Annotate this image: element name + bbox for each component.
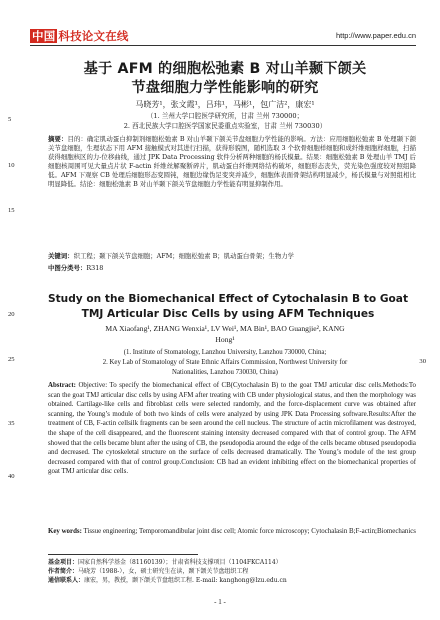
chinese-clc: 中图分类号：R318 [48, 264, 104, 272]
chinese-affiliation: （1. 兰州大学口腔医学研究所，甘肃 兰州 730000； 2. 西北民族大学口腔医学国家民委重点实验室，甘肃 兰州 730030） [123, 112, 327, 130]
line-number: 35 [8, 420, 15, 427]
page-number: - 1 - [214, 598, 226, 606]
english-keywords: Key words: Tissue engineering; Temporomandibular joint disc cell; Atomic force microscopy; Cytochalasin B;F-actin;Biomechanics [48, 528, 416, 535]
footnote-author: 作者简介：马晓芳（1988-），女，硕士研究生在读，颞下颌关节盘组织工程 [48, 568, 249, 575]
english-affiliation: (1. Institute of Stomatology, Lanzhou University, Lanzhou 730000, China; 2. Key Lab of Stomatology of State Ethnic Affairs Commission, Northwest University for Nationalities, Lanzhou 730030, China) [102, 349, 348, 376]
english-authors: MA Xiaofang¹, ZHANG Wenxia¹, LV Wei¹, MA Bin¹, BAO Guangjie², KANG Hong¹ [105, 324, 345, 344]
line-number: 40 [8, 473, 15, 480]
footnote-contact: 通信联系人：康宏，男，教授，颞下颌关节盘组织工程. E-mail: kanghong@lzu.edu.cn [48, 577, 287, 584]
chinese-title: 基于 AFM 的细胞松弛素 B 对山羊颞下颌关 节盘细胞力学性能影响的研究 [83, 61, 367, 96]
line-number: 20 [8, 311, 15, 318]
line-number: 25 [8, 356, 15, 363]
line-number: 10 [8, 162, 15, 169]
page-header [30, 30, 416, 44]
site-logo: 中国 科技论文在线 [32, 29, 129, 43]
english-title: Study on the Biomechanical Effect of Cytochalasin B to Goat TMJ Articular Disc Cells by using AFM Techniques [47, 293, 409, 320]
header-rule [30, 45, 416, 46]
chinese-keywords: 关键词：织工程；颞下颌关节盘细胞；AFM；细胞松弛素 B；肌动蛋白骨架；生物力学 [48, 252, 294, 260]
footnote-fund: 基金项目：国家自然科学基金（81160139）；甘肃省科技支撑项目（1104FKCA114） [48, 559, 282, 566]
english-abstract: Abstract: Objective: To specify the biomechanical effect of CB(Cytochalasin B) to the goat TMJ articular disc cells.Methods:To scan the goat TMJ articular disc cells by using AFM after treating with CB under physiological status, and then the morphology was obtained. Cartilage-like cells and fibroblast cells were selected randomly, and the force-displacement curve was obtained after scanning, the Young’s module of both two kinds of cells were analyzed by using JPK Data Processing software.Results:After the treatment of CB, F-actin cellsilk fragments can be seen around the cell nucleus. The structure of actin microfilament was destroyed, the shape of the cell disappeared, and the fluorescent staining intensity decreased compared with that of control group. The AFM showed that the cells became blunt after the using of CB, the pseudopodia around the edge of the cells became obtused pseudopodia and decreased. The cytoskeletal structure on the surface of cells decreased dramatically. The Young’s module of the test group decreased compared with that of control group.Conclusion: CB had an evident inhibiting effect on the biomechanical properties of goat TMJ articular disc cells. [48, 382, 416, 476]
site-url[interactable]: http://www.paper.edu.cn [335, 31, 416, 40]
line-number: 30 [419, 358, 426, 365]
chinese-authors: 马晓芳¹，张文霞¹，吕玮¹，马彬¹，包广洁²，康宏¹ [135, 100, 315, 109]
line-number: 15 [8, 207, 15, 214]
line-number: 5 [8, 116, 12, 123]
footnote-rule [48, 554, 198, 555]
chinese-abstract: 摘要：目的：确定肌动蛋白抑制剂细胞松弛素 B 对山羊颞下颌关节盘细胞力学性能的影响。方法：应用细胞松弛素 B 处理颞下颌关节盘细胞，生理状态下用 AFM 接触模式对其进行扫描，获得形貌图，随机选取 3 个软骨细胞样细胞和成纤维细胞样细胞，扫描获得细胞核区的力-位移曲线，通过 JPK Data Processing 软件分析两种细胞的杨氏模量。结果：细胞松弛素 B 处理山羊 TMJ 后细胞核周围可见大量点片状 F-actin 纤维丝解聚断碎片，肌动蛋白纤维网络结构破坏，细胞形态丧失，荧光染色强度较对照组降低。AFM 下观察 CB 处理后细胞形态变圆钝，细胞边缘伪足变突并减少，细胞体表面骨架结构明显减少，杨氏模量与对照组相比明显降低。结论：细胞松弛素 B 对山羊颞下颌关节盘细胞力学性能有明显抑制作用。 [48, 135, 416, 189]
